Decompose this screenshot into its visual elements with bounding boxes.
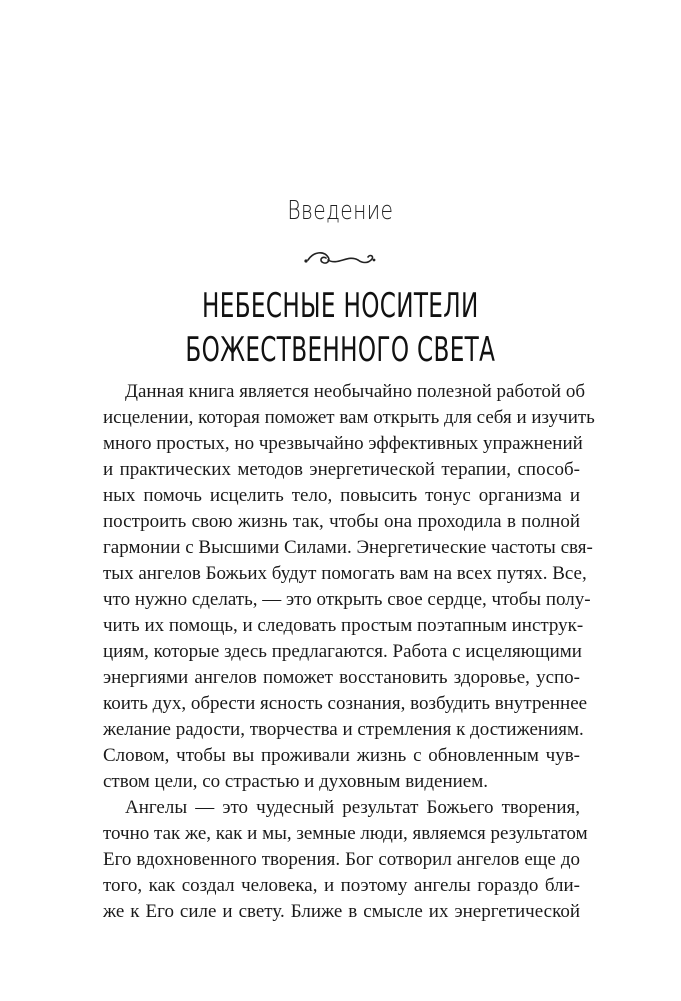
text-line: построить свою жизнь так, чтобы она проходила в полной — [103, 511, 580, 532]
text-line: гармонии с Высшими Силами. Энергетические частоты свя- — [103, 537, 593, 558]
text-line: точно так же, как и мы, земные люди, являемся результатом — [103, 823, 588, 844]
text-line: много простых, но чрезвычайно эффективных упражнений — [103, 433, 583, 454]
text-line: циям, которые здесь предлагаются. Работа с исцеляющими — [103, 641, 582, 662]
text-line: того, как создал человека, и поэтому ангелы гораздо бли- — [103, 875, 580, 896]
text-line: энергиями ангелов поможет восстановить здоровье, успо- — [103, 667, 580, 688]
text-line: желание радости, творчества и стремления к достижениям. — [103, 719, 584, 740]
body-text — [103, 379, 595, 925]
text-line: же к Его силе и свету. Ближе в смысле их энергетической — [103, 901, 580, 922]
section-label: Введение — [287, 196, 394, 226]
text-line: Его вдохновенного творения. Бог сотворил ангелов еще до — [103, 849, 580, 870]
text-line: исцелении, которая поможет вам открыть для себя и изучить — [103, 407, 595, 428]
flourish-ornament-icon — [302, 247, 378, 273]
chapter-title — [109, 284, 572, 372]
text-line: коить дух, обрести ясность сознания, возбудить внутреннее — [103, 693, 588, 714]
text-line: ных помочь исцелить тело, повысить тонус организма и — [103, 485, 580, 506]
text-line: чить их помощь, и следовать простым поэтапным инструк- — [103, 615, 584, 636]
text-line: Ангелы — это чудесный результат Божьего творения, — [125, 797, 580, 818]
text-line: ством цели, со страстью и духовным видением. — [103, 771, 488, 792]
text-line: Данная книга является необычайно полезной работой об — [125, 381, 586, 402]
chapter-title-line-1: НЕБЕСНЫЕ НОСИТЕЛИ — [202, 286, 479, 326]
text-line: и практических методов энергетической терапии, способ- — [103, 459, 580, 480]
text-line: Словом, чтобы вы проживали жизнь с обновленным чув- — [103, 745, 580, 766]
chapter-title-line-2: БОЖЕСТВЕННОГО СВЕТА — [185, 330, 496, 370]
text-line: тых ангелов Божьих будут помогать вам на всех путях. Все, — [103, 563, 587, 584]
text-line: что нужно сделать, — это открыть свое сердце, чтобы полу- — [103, 589, 591, 610]
